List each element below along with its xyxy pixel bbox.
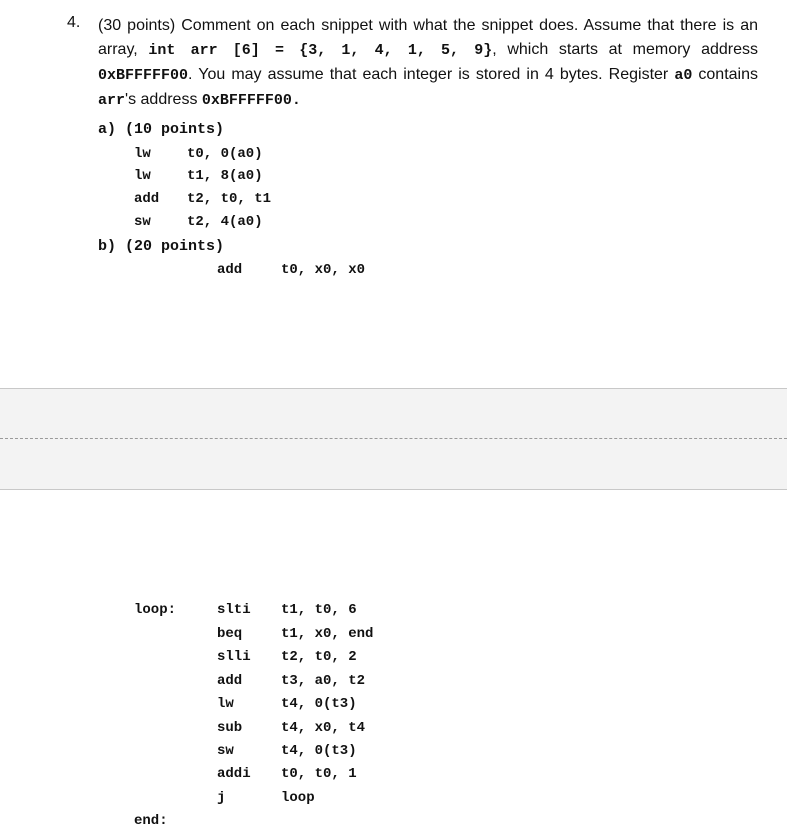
loop-op: beq — [217, 626, 243, 642]
loop-op: addi — [217, 766, 251, 782]
document-page-top — [0, 0, 787, 388]
loop-args: t0, t0, 1 — [281, 766, 357, 782]
loop-op: add — [217, 673, 243, 689]
part-b-first-args: t0, x0, x0 — [281, 262, 366, 278]
question-text-4: contains — [692, 66, 758, 83]
loop-op: sw — [217, 743, 234, 759]
end-label: end: — [134, 813, 168, 829]
loop-args: t4, 0(t3) — [281, 743, 357, 759]
loop-op: sub — [217, 720, 243, 736]
loop-args: t1, t0, 6 — [281, 602, 357, 618]
part-a-args: t0, 0(a0) — [187, 146, 263, 162]
question-intro: (30 points) Comment on each snippet with what the snippet does. Assume that there is an array, — [98, 17, 758, 58]
loop-op: slli — [217, 649, 251, 665]
part-a-op: add — [134, 191, 160, 207]
loop-op: j — [217, 790, 226, 806]
loop-op: slti — [217, 602, 251, 618]
document-page-bottom — [0, 490, 787, 833]
part-a-op: lw — [134, 168, 151, 184]
register-name: a0 — [674, 67, 693, 84]
question-text-3: . You may assume that each integer is stored in 4 bytes. Register — [188, 66, 675, 83]
loop-label: loop: — [134, 602, 177, 618]
question-text-5: 's address — [125, 91, 202, 108]
question-period: . — [291, 92, 301, 109]
part-b-label: b) (20 points) — [98, 238, 225, 255]
question-text — [98, 14, 758, 113]
part-a-args: t2, 4(a0) — [187, 214, 263, 230]
part-a-args: t2, t0, t1 — [187, 191, 272, 207]
part-a-op: sw — [134, 214, 151, 230]
loop-args: t4, x0, t4 — [281, 720, 366, 736]
part-b-first-op: add — [217, 262, 243, 278]
loop-op: lw — [217, 696, 234, 712]
question-text-2: , which starts at memory address — [492, 41, 758, 58]
loop-args: t2, t0, 2 — [281, 649, 357, 665]
page-break — [0, 388, 787, 490]
part-a-label: a) (10 points) — [98, 121, 225, 138]
loop-args: t1, x0, end — [281, 626, 374, 642]
loop-args: loop — [281, 790, 315, 806]
array-declaration: int arr [6] = {3, 1, 4, 1, 5, 9} — [148, 42, 493, 59]
memory-address-2: 0xBFFFFF00 — [201, 92, 292, 109]
part-a-args: t1, 8(a0) — [187, 168, 263, 184]
question-number: 4. — [67, 14, 81, 31]
loop-args: t3, a0, t2 — [281, 673, 366, 689]
page-break-divider — [0, 438, 787, 439]
part-a-op: lw — [134, 146, 151, 162]
arr-identifier: arr — [98, 92, 126, 109]
memory-address: 0xBFFFFF00 — [98, 67, 189, 84]
loop-args: t4, 0(t3) — [281, 696, 357, 712]
